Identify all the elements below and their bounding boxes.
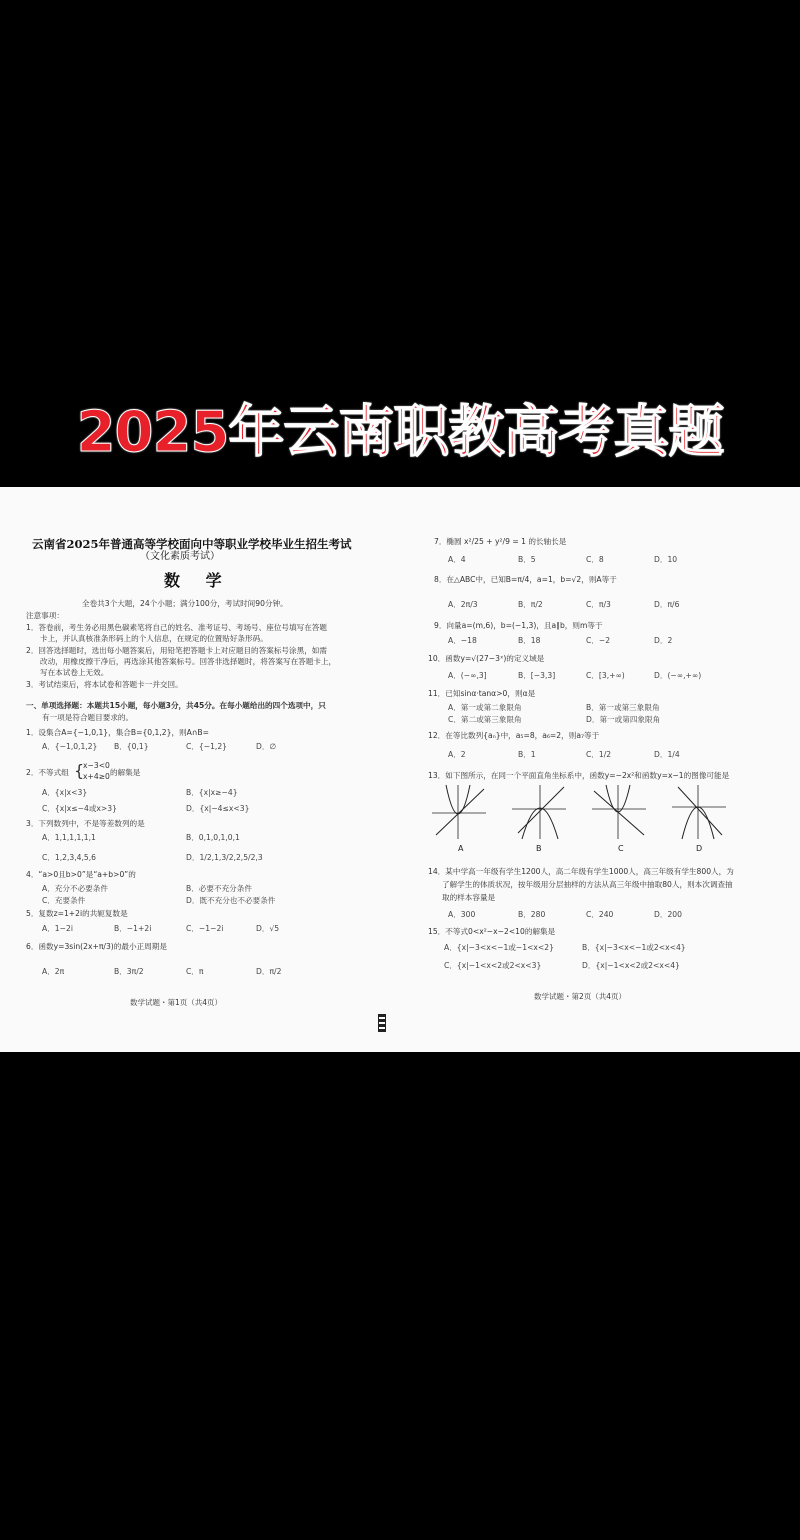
- option: D．∅: [256, 742, 277, 751]
- note-line: 1．答卷前，考生务必用黑色碳素笔将自己的姓名、准考证号、考场号、座位号填写在答题: [26, 623, 327, 632]
- option: B．第一或第三象限角: [586, 703, 660, 712]
- option: D．{x|−4≤x<3}: [186, 804, 250, 813]
- notes-title: 注意事项：: [26, 611, 64, 620]
- option: B．π/2: [518, 600, 543, 609]
- option: D．2: [654, 636, 673, 645]
- option: A．2π/3: [448, 600, 478, 609]
- note-line: 写在本试卷上无效。: [40, 668, 109, 677]
- question-10: 10．函数y=√(27−3ˣ)的定义域是: [428, 654, 545, 663]
- graph-label: B: [536, 844, 542, 853]
- inequality-line: x+4≥0: [83, 772, 110, 781]
- subject-title: 数 学: [164, 571, 232, 590]
- option: A．充分不必要条件: [42, 884, 108, 893]
- question-5: 5．复数z=1+2i的共轭复数是: [26, 909, 128, 918]
- question-9: 9．向量a=(m,6)，b=(−1,3)，且a∥b，则m等于: [434, 621, 603, 630]
- question-8: 8．在△ABC中，已知B=π/4，a=1，b=√2，则A等于: [434, 575, 617, 584]
- section-heading-cont: 有一项是符合题目要求的。: [42, 713, 134, 722]
- option: C．{x|−1<x<2或2<x<3}: [444, 961, 542, 970]
- option: A．{−1,0,1,2}: [42, 742, 98, 751]
- note-line: 2．回答选择题时，选出每小题答案后，用铅笔把答题卡上对应题目的答案标号涂黑，如需: [26, 646, 327, 655]
- option: B．必要不充分条件: [186, 884, 252, 893]
- option: B．3π/2: [114, 967, 144, 976]
- note-line: 卡上，并认真核准条形码上的个人信息，在规定的位置贴好条形码。: [40, 634, 268, 643]
- option: C．π: [186, 967, 204, 976]
- page-divider-mark: [378, 1014, 386, 1032]
- option: C．{x|x≤−4或x>3}: [42, 804, 117, 813]
- option: D．第一或第四象限角: [586, 715, 661, 724]
- option: A．{x|x<3}: [42, 788, 88, 797]
- question-14-cont: 了解学生的体质状况，按年级用分层抽样的方法从高三年级中抽取80人，则本次调查抽: [442, 880, 733, 889]
- brace-symbol: {: [74, 761, 85, 780]
- option: A．第一或第二象限角: [448, 703, 522, 712]
- option: C．[3,+∞): [586, 671, 625, 680]
- question-1: 1．设集合A={−1,0,1}，集合B={0,1,2}，则A∩B=: [26, 728, 209, 737]
- option: A．1,1,1,1,1,1: [42, 833, 96, 842]
- option: A．2: [448, 750, 466, 759]
- option: D．{x|−1<x<2或2<x<4}: [582, 961, 680, 970]
- question-13: 13．如下图所示，在同一个平面直角坐标系中，函数y=−2x²和函数y=x−1的图像可能是: [428, 771, 730, 780]
- option: C．充要条件: [42, 896, 86, 905]
- option: D．200: [654, 910, 682, 919]
- option: A．{x|−3<x<−1或−1<x<2}: [444, 943, 554, 952]
- option: D．√5: [256, 924, 280, 933]
- page-banner-title: 2025年云南职教高考真题: [76, 400, 724, 465]
- option: C．π/3: [586, 600, 611, 609]
- graph-option-b: [510, 783, 568, 841]
- option: B．0,1,0,1,0,1: [186, 833, 240, 842]
- question-14-cont: 取的样本容量是: [442, 893, 496, 902]
- option: A．−18: [448, 636, 477, 645]
- question-7: 7．椭圆 x²/25 + y²/9 = 1 的长轴长是: [434, 537, 567, 546]
- option: D．10: [654, 555, 678, 564]
- graph-option-c: [590, 783, 648, 841]
- option: A．300: [448, 910, 476, 919]
- page-footer: 数学试题・第2页（共4页）: [534, 992, 627, 1001]
- option: D．既不充分也不必要条件: [186, 896, 276, 905]
- option: B．{0,1}: [114, 742, 149, 751]
- option: B．[−3,3]: [518, 671, 556, 680]
- exam-subtitle: （文化素质考试）: [140, 551, 220, 562]
- question-11: 11．已知sinα·tanα>0，则α是: [428, 689, 536, 698]
- exam-info: 全卷共3个大题，24个小题；满分100分，考试时间90分钟。: [82, 599, 288, 608]
- question-4: 4．“a>0且b>0”是“a+b>0”的: [26, 870, 136, 879]
- option: D．1/2,1,3/2,2,5/2,3: [186, 853, 263, 862]
- option: C．8: [586, 555, 604, 564]
- option: C．−2: [586, 636, 611, 645]
- option: B．18: [518, 636, 541, 645]
- note-line: 改动，用橡皮擦干净后，再选涂其他答案标号。回答非选择题时，将答案写在答题卡上，: [40, 657, 337, 666]
- option: D．π/6: [654, 600, 680, 609]
- option: D．1/4: [654, 750, 680, 759]
- question-15: 15．不等式0<x²−x−2<10的解集是: [428, 927, 556, 936]
- option: D．(−∞,+∞): [654, 671, 702, 680]
- option: C．−1−2i: [186, 924, 224, 933]
- option: B．{x|x≥−4}: [186, 788, 238, 797]
- question-3: 3．下列数列中，不是等差数列的是: [26, 819, 145, 828]
- option: C．240: [586, 910, 614, 919]
- graph-label: D: [696, 844, 703, 853]
- option: B．{x|−3<x<−1或2<x<4}: [582, 943, 686, 952]
- graph-option-d: [670, 783, 728, 841]
- option: C．{−1,2}: [186, 742, 227, 751]
- graph-option-a: [430, 783, 488, 841]
- graph-label: C: [618, 844, 624, 853]
- option: D．π/2: [256, 967, 282, 976]
- option: A．2π: [42, 967, 65, 976]
- question-2: 2．不等式组: [26, 768, 69, 777]
- exam-paper-photo: [0, 487, 800, 1052]
- option: B．280: [518, 910, 546, 919]
- option: C．1/2: [586, 750, 612, 759]
- option: A．(−∞,3]: [448, 671, 487, 680]
- question-2-suffix: 的解集是: [110, 768, 141, 777]
- option: C．第二或第三象限角: [448, 715, 522, 724]
- inequality-line: x−3<0: [83, 761, 110, 770]
- question-14: 14．某中学高一年级有学生1200人，高二年级有学生1000人，高三年级有学生800人，为: [428, 867, 734, 876]
- option: A．1−2i: [42, 924, 73, 933]
- option: B．−1+2i: [114, 924, 152, 933]
- section-heading: 一、单项选择题：本题共15小题，每小题3分，共45分。在每小题给出的四个选项中，只: [26, 701, 326, 710]
- graph-label: A: [458, 844, 464, 853]
- option: A．4: [448, 555, 466, 564]
- note-line: 3．考试结束后，将本试卷和答题卡一并交回。: [26, 680, 183, 689]
- question-12: 12．在等比数列{aₙ}中，a₅=8，a₆=2，则a₇等于: [428, 731, 600, 740]
- exam-title: 云南省2025年普通高等学校面向中等职业学校毕业生招生考试: [32, 537, 352, 551]
- option: B．5: [518, 555, 536, 564]
- option: B．1: [518, 750, 536, 759]
- question-6: 6．函数y=3sin(2x+π/3)的最小正周期是: [26, 942, 167, 951]
- option: C．1,2,3,4,5,6: [42, 853, 96, 862]
- page-footer: 数学试题・第1页（共4页）: [130, 998, 223, 1007]
